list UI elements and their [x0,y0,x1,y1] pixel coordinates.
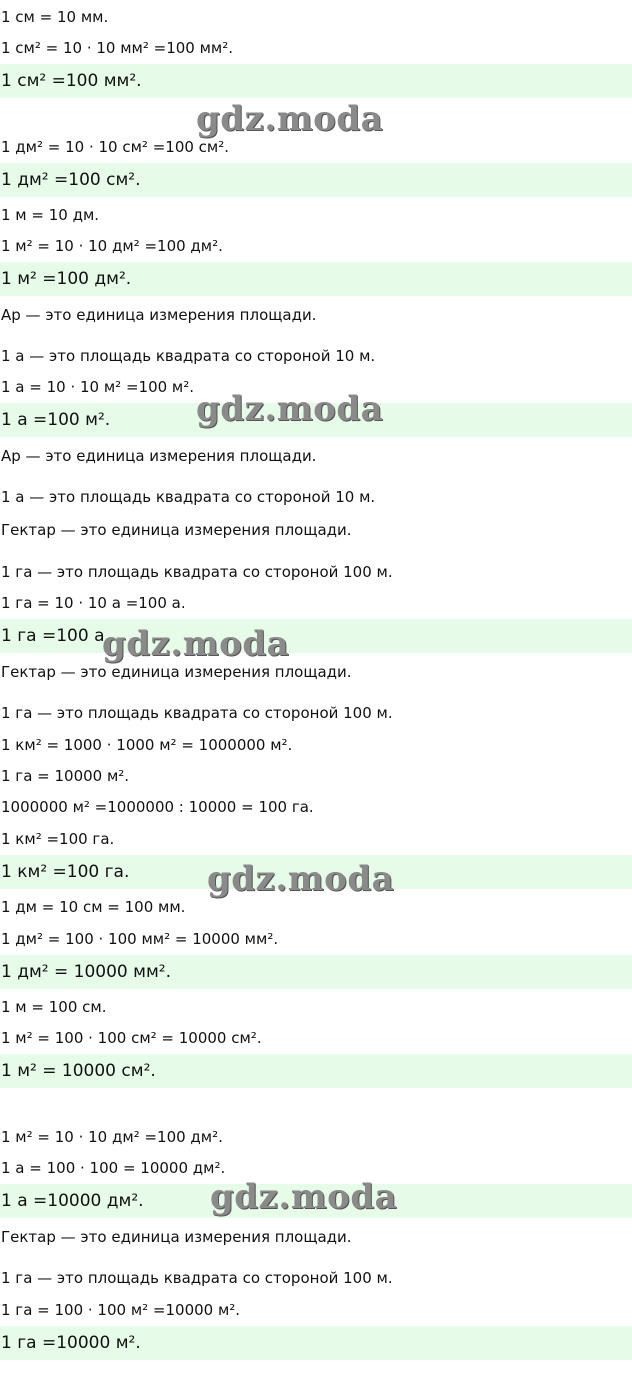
watermark: gdz.moda [196,99,384,139]
text-line: 1 км² =100 га. [1,830,115,848]
answer-line: 1 см² =100 мм². [0,64,632,98]
text-line: 1000000 м² =1000000 : 10000 = 100 га. [1,798,314,816]
text-line: 1 га = 10000 м². [1,767,130,785]
text-line: 1 м² = 100 · 100 см² = 10000 см². [1,1029,262,1047]
answer-line: 1 а =10000 дм². [0,1184,632,1218]
text-line: 1 м = 100 см. [1,998,107,1016]
text-line: 1 м = 10 дм. [1,206,100,224]
answer-line: 1 м² = 10000 см². [0,1054,632,1088]
text-line: Гектар — это единица измерения площади. [1,521,352,539]
text-line: 1 дм² = 10 · 10 см² =100 см². [1,138,230,156]
text-line: 1 см² = 10 · 10 мм² =100 мм². [1,39,234,57]
answer-line: 1 га =100 а. [0,619,632,653]
watermark: gdz.moda [207,859,395,899]
answer-line: 1 м² =100 дм². [0,262,632,296]
text-line: 1 см = 10 мм. [1,8,109,26]
text-line: 1 га — это площадь квадрата со стороной 100 м. [1,704,393,722]
watermark: gdz.moda [196,389,384,429]
text-line: Гектар — это единица измерения площади. [1,663,352,681]
answer-line: 1 дм² =100 см². [0,163,632,197]
text-line: 1 а = 10 · 10 м² =100 м². [1,378,195,396]
answer-line: 1 дм² = 10000 мм². [0,955,632,989]
text-line: 1 а — это площадь квадрата со стороной 10 м. [1,347,376,365]
text-line: Гектар — это единица измерения площади. [1,1228,352,1246]
answer-line: 1 км² =100 га. [0,855,632,889]
watermark: gdz.moda [102,624,290,664]
answer-line: 1 га =10000 м². [0,1326,632,1360]
answer-line: 1 а =100 м². [0,403,632,437]
text-line: 1 м² = 10 · 10 дм² =100 дм². [1,237,223,255]
watermark: gdz.moda [210,1177,398,1217]
text-line: 1 а — это площадь квадрата со стороной 10 м. [1,488,376,506]
text-line: 1 км² = 1000 · 1000 м² = 1000000 м². [1,736,293,754]
text-line: 1 дм = 10 см = 100 мм. [1,898,186,916]
text-line: 1 дм² = 100 · 100 мм² = 10000 мм². [1,930,279,948]
text-line: 1 га = 10 · 10 а =100 а. [1,594,186,612]
text-line: 1 га = 100 · 100 м² =10000 м². [1,1301,241,1319]
text-line: 1 м² = 10 · 10 дм² =100 дм². [1,1128,223,1146]
text-line: 1 га — это площадь квадрата со стороной 100 м. [1,563,393,581]
text-line: Ар — это единица измерения площади. [1,306,317,324]
text-line: 1 га — это площадь квадрата со стороной 100 м. [1,1269,393,1287]
text-line: Ар — это единица измерения площади. [1,447,317,465]
text-line: 1 а = 100 · 100 = 10000 дм². [1,1159,226,1177]
